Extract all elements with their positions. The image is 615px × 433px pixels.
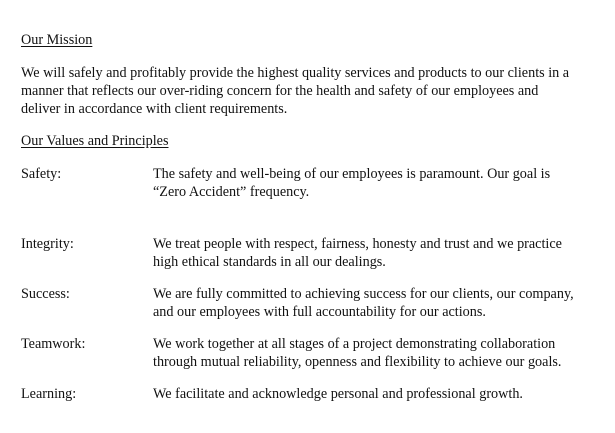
value-label: Learning: [21,386,77,402]
value-line: We treat people with respect, fairness, honesty and trust and we practice [153,236,562,252]
value-line: high ethical standards in all our dealings. [153,254,386,270]
value-line: We facilitate and acknowledge personal and professional growth. [153,386,523,402]
value-line: and our employees with full accountability for our actions. [153,304,486,320]
mission-line: We will safely and profitably provide the highest quality services and products to our clients in a [21,65,570,81]
values-heading: Our Values and Principles [21,133,169,149]
value-line: through mutual reliability, openness and flexibility to achieve our goals. [153,354,562,370]
value-description [153,385,603,403]
value-label: Safety: [21,166,62,182]
value-label: Integrity: [21,236,74,252]
value-line: We work together at all stages of a project demonstrating collaboration [153,336,556,352]
mission-heading: Our Mission [21,32,93,48]
value-line: We are fully committed to achieving success for our clients, our company, [153,286,574,302]
value-description [153,235,603,271]
value-line: “Zero Accident” frequency. [153,184,310,200]
mission-line: manner that reflects our over-riding concern for the health and safety of our employees and [21,83,539,99]
value-description [153,285,603,321]
value-line: The safety and well-being of our employees is paramount. Our goal is [153,166,551,182]
mission-paragraph [21,64,601,118]
value-description [153,165,603,201]
value-label: Teamwork: [21,336,86,352]
value-description [153,335,603,371]
mission-line: deliver in accordance with client requirements. [21,101,288,117]
value-label: Success: [21,286,70,302]
